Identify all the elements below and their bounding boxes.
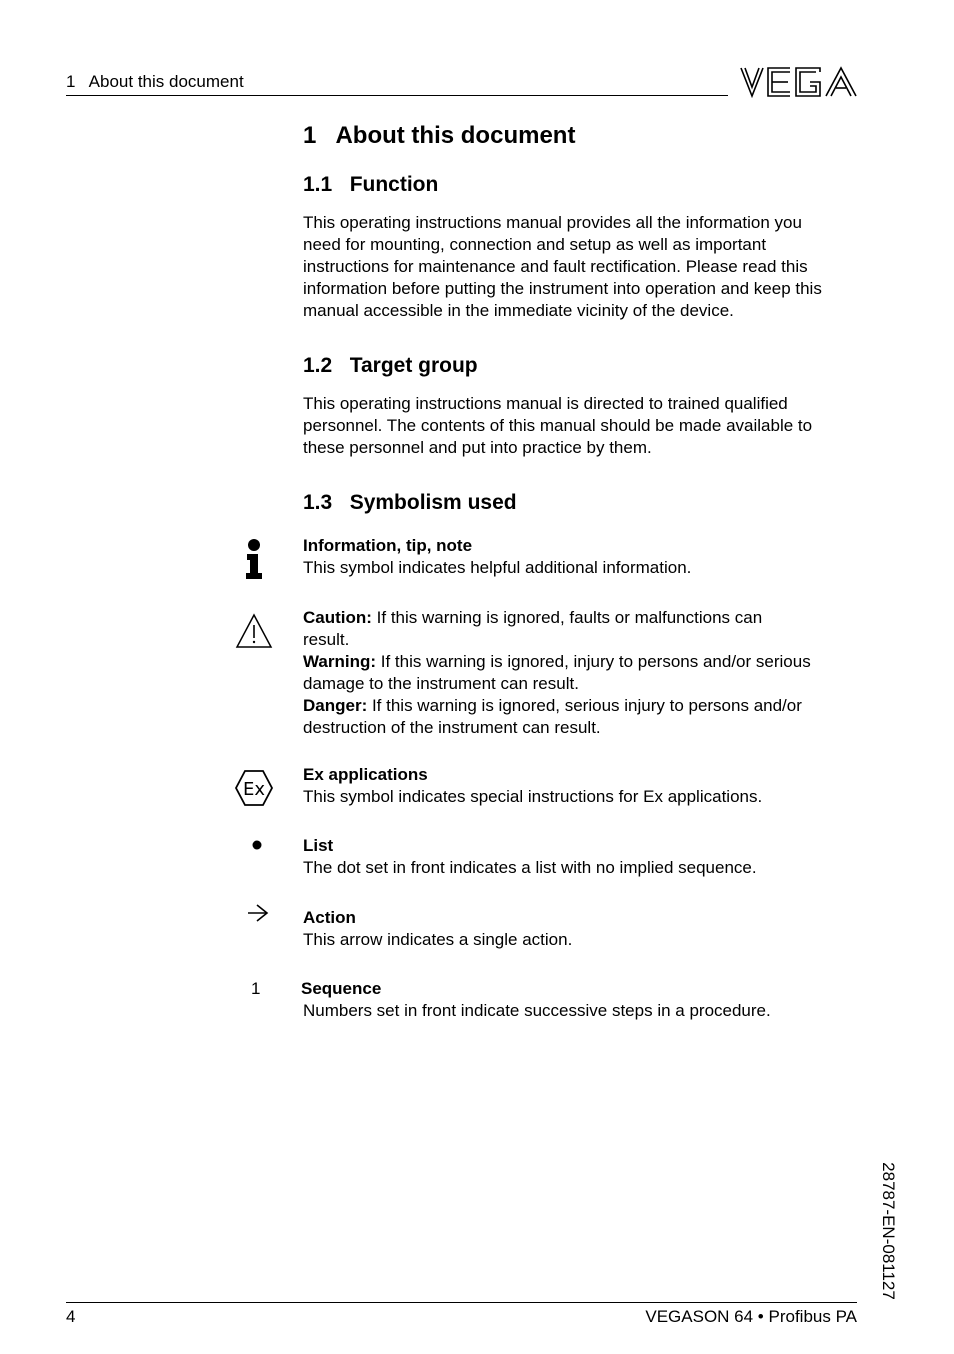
warning-entry bbox=[303, 607, 863, 739]
document-number-vertical bbox=[873, 1158, 903, 1304]
paragraph-line: instructions for maintenance and fault rectification. Please read this bbox=[303, 257, 808, 276]
chapter-title: 1 About this document bbox=[303, 122, 576, 149]
footer-rule bbox=[66, 1302, 857, 1303]
arrow-right-icon bbox=[246, 903, 270, 923]
warning-text: If this warning is ignored, injury to persons and/or serious bbox=[376, 652, 811, 671]
vega-logo bbox=[740, 66, 858, 98]
section-heading-symbolism: 1.3 Symbolism used bbox=[303, 491, 517, 514]
list-entry bbox=[303, 835, 863, 879]
ex-text: This symbol indicates special instructions for Ex applications. bbox=[303, 787, 763, 806]
info-entry bbox=[303, 535, 863, 579]
ex-symbol-text: Ex bbox=[242, 779, 266, 800]
caution-text-cont: result. bbox=[303, 630, 350, 649]
action-text: This arrow indicates a single action. bbox=[303, 930, 573, 949]
header-rule bbox=[66, 95, 728, 96]
list-title: List bbox=[303, 836, 334, 855]
ex-title: Ex applications bbox=[303, 765, 428, 784]
warning-text-cont: damage to the instrument can result. bbox=[303, 674, 579, 693]
ex-hexagon-icon bbox=[234, 769, 274, 807]
sequence-title: Sequence bbox=[301, 979, 382, 998]
section-heading-function: 1.1 Function bbox=[303, 173, 439, 196]
paragraph-line: This operating instructions manual provides all the information you bbox=[303, 213, 802, 232]
target-group-paragraph bbox=[303, 393, 863, 459]
paragraph-line: need for mounting, connection and setup as well as important bbox=[303, 235, 767, 254]
caution-text: If this warning is ignored, faults or malfunctions can bbox=[371, 608, 763, 627]
ex-entry bbox=[303, 764, 863, 808]
sequence-text: Numbers set in front indicate successive steps in a procedure. bbox=[303, 1001, 771, 1020]
danger-text-cont: destruction of the instrument can result. bbox=[303, 718, 601, 737]
bullet-dot-icon bbox=[252, 840, 262, 850]
sequence-number: 1 bbox=[251, 979, 261, 998]
action-entry bbox=[303, 907, 863, 951]
paragraph-line: manual accessible in the immediate vicinity of the device. bbox=[303, 301, 734, 320]
info-title: Information, tip, note bbox=[303, 536, 473, 555]
sequence-entry bbox=[301, 978, 861, 1022]
footer-product-title: VEGASON 64 • Profibus PA bbox=[645, 1307, 857, 1326]
action-title: Action bbox=[303, 908, 356, 927]
danger-text: If this warning is ignored, serious injury to persons and/or bbox=[367, 696, 802, 715]
info-icon bbox=[243, 538, 265, 580]
caution-label: Caution: bbox=[303, 608, 372, 627]
function-paragraph bbox=[303, 212, 863, 322]
running-header: 1 About this document bbox=[66, 72, 244, 91]
list-text: The dot set in front indicates a list with no implied sequence. bbox=[303, 858, 757, 877]
danger-label: Danger: bbox=[303, 696, 368, 715]
page-number: 4 bbox=[66, 1307, 76, 1326]
paragraph-line: This operating instructions manual is directed to trained qualified bbox=[303, 394, 788, 413]
paragraph-line: personnel. The contents of this manual should be made available to bbox=[303, 416, 813, 435]
warning-label: Warning: bbox=[303, 652, 377, 671]
paragraph-line: information before putting the instrument into operation and keep this bbox=[303, 279, 822, 298]
info-text: This symbol indicates helpful additional information. bbox=[303, 558, 692, 577]
warning-triangle-icon bbox=[235, 613, 273, 649]
document-number: 28787-EN-081127 bbox=[879, 1162, 898, 1300]
section-heading-target-group: 1.2 Target group bbox=[303, 354, 478, 377]
paragraph-line: these personnel and put into practice by them. bbox=[303, 438, 652, 457]
